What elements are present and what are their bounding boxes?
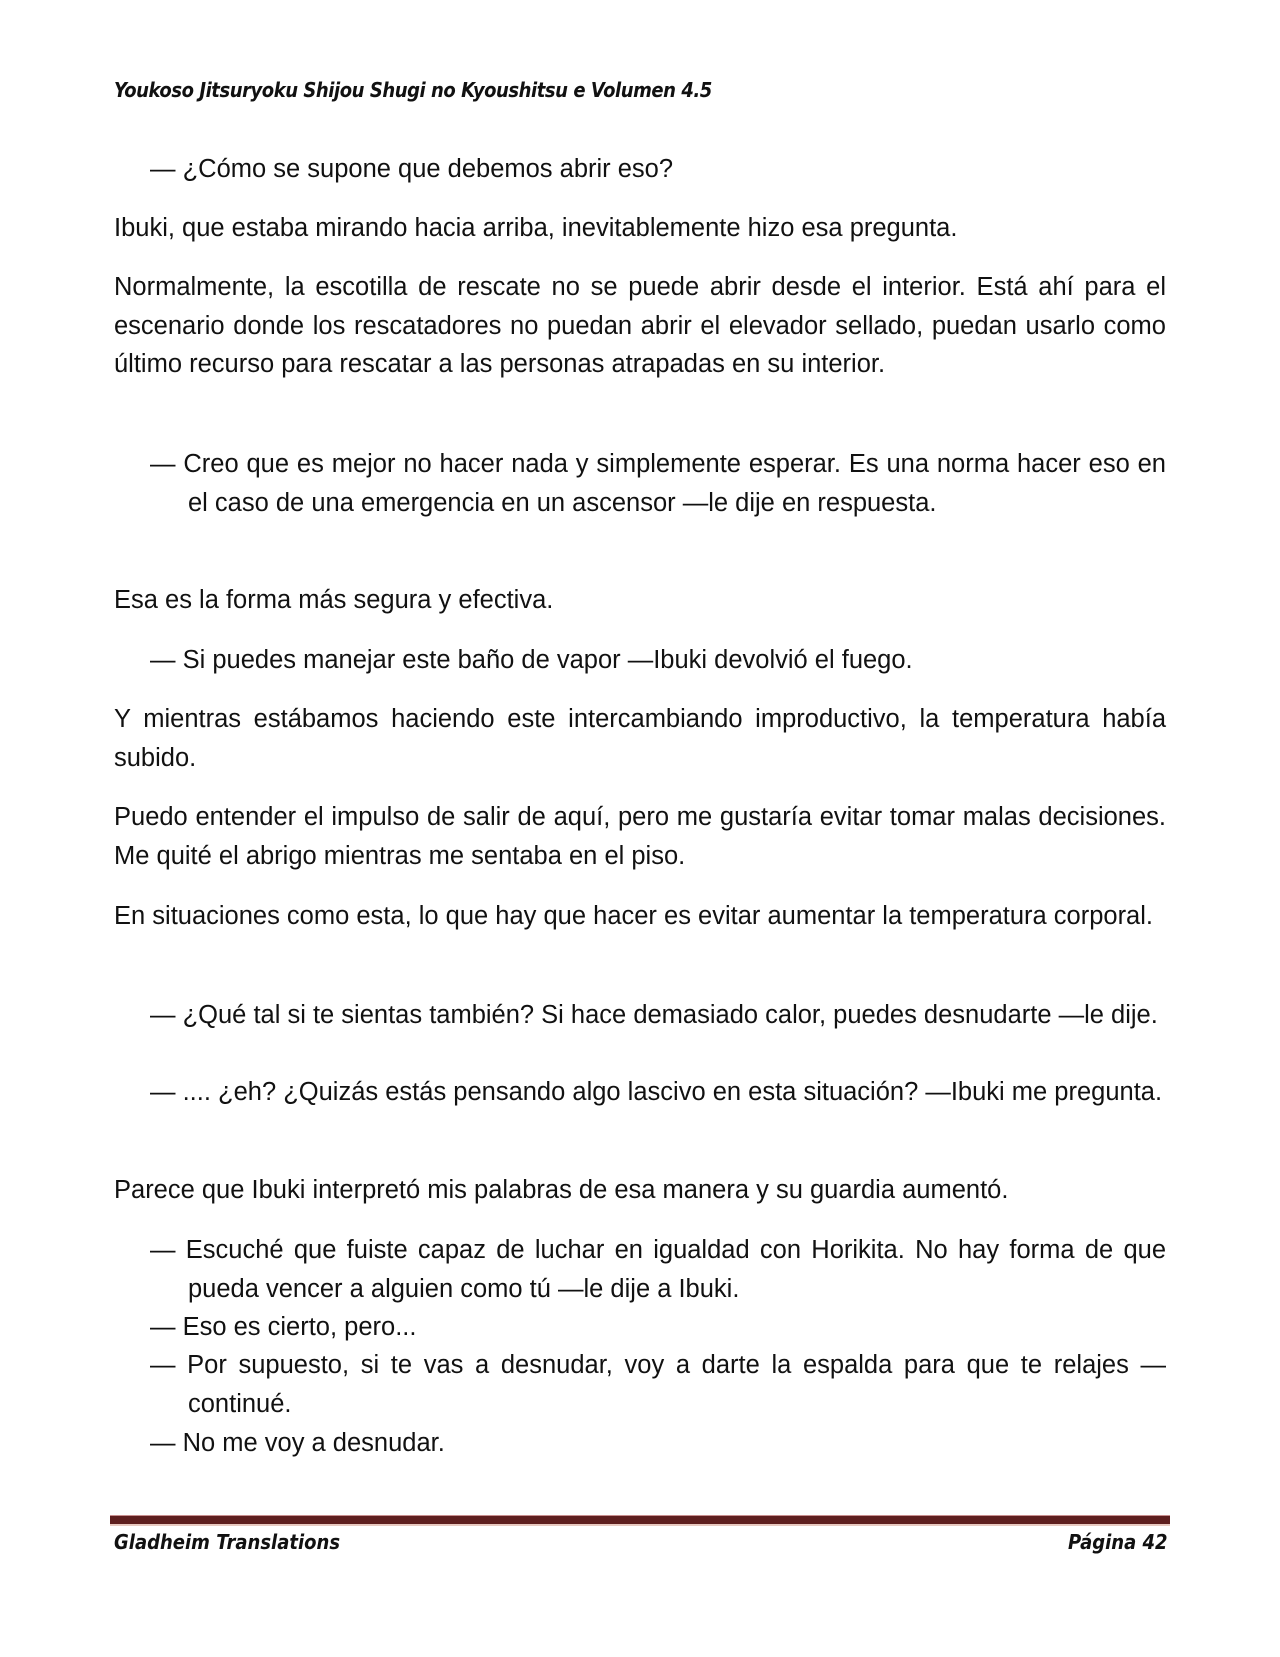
paragraph: Y mientras estábamos haciendo este intercambiando improductivo, la temperatura había subido. (114, 705, 1166, 772)
paragraph: En situaciones como esta, lo que hay que hacer es evitar aumentar la temperatura corporal. (114, 902, 1153, 930)
paragraph: Ibuki, que estaba mirando hacia arriba, inevitablemente hizo esa pregunta. (114, 214, 958, 242)
dialogue-line: — No me voy a desnudar. (150, 1429, 445, 1457)
dialogue-line: — ¿Cómo se supone que debemos abrir eso? (150, 155, 674, 183)
paragraph: Parece que Ibuki interpretó mis palabras de esa manera y su guardia aumentó. (114, 1176, 1009, 1204)
page-number: Página 42 (1068, 1530, 1168, 1554)
paragraph: Esa es la forma más segura y efectiva. (114, 586, 554, 614)
dialogue-line: — Eso es cierto, pero... (150, 1313, 417, 1341)
dialogue-line: — Si puedes manejar este baño de vapor —Ibuki devolvió el fuego. (150, 646, 913, 674)
dialogue-line: — .... ¿eh? ¿Quizás estás pensando algo lascivo en esta situación? —Ibuki me pregunta. (150, 1078, 1163, 1106)
dialogue-line: — Creo que es mejor no hacer nada y simplemente esperar. Es una norma hacer eso en el caso de una emergencia en un ascensor —le dije en respuesta. (150, 450, 1166, 517)
dialogue-line: — ¿Qué tal si te sientas también? Si hace demasiado calor, puedes desnudarte —le dije. (150, 1001, 1158, 1029)
running-header: Youkoso Jitsuryoku Shijou Shugi no Kyoushitsu e Volumen 4.5 (114, 78, 712, 102)
paragraph: Puedo entender el impulso de salir de aquí, pero me gustaría evitar tomar malas decisiones. Me quité el abrigo mientras me sentaba en el piso. (114, 803, 1166, 870)
dialogue-line: — Por supuesto, si te vas a desnudar, voy a darte la espalda para que te relajes —continué. (150, 1351, 1166, 1418)
paragraph: Normalmente, la escotilla de rescate no se puede abrir desde el interior. Está ahí para el escenario donde los rescatadores no puedan abrir el elevador sellado, puedan usarlo como último recurso para rescatar a las personas atrapadas en su interior. (114, 273, 1166, 379)
dialogue-line: — Escuché que fuiste capaz de luchar en igualdad con Horikita. No hay forma de que pueda vencer a alguien como tú —le dije a Ibuki. (150, 1236, 1166, 1303)
footer-publisher: Gladheim Translations (114, 1530, 341, 1554)
footer-rule (110, 1515, 1170, 1526)
